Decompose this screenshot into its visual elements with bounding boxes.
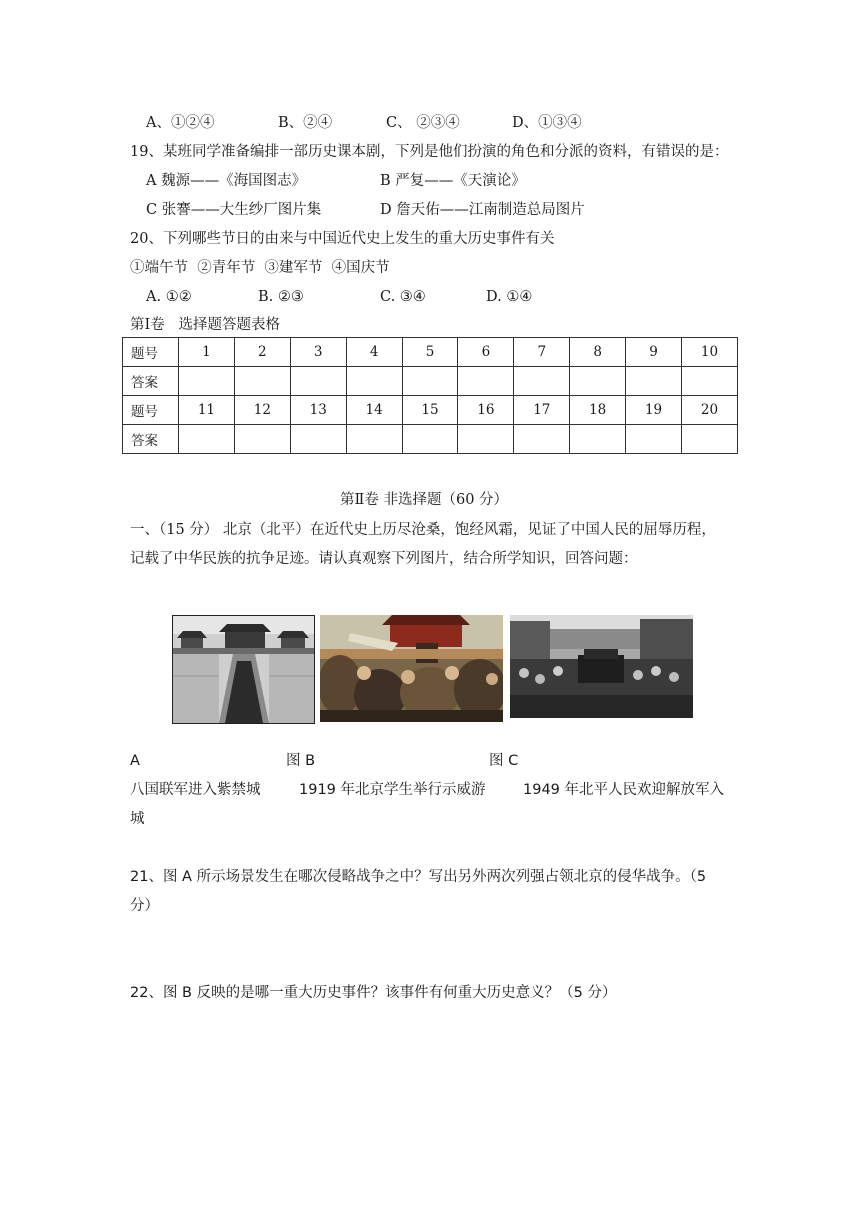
q20-option-d: D. ①④ xyxy=(486,289,533,305)
answer-cell[interactable] xyxy=(346,425,402,454)
table-cell: 6 xyxy=(458,338,514,367)
pla-welcome-photo-icon xyxy=(510,615,693,718)
answer-cell[interactable] xyxy=(514,367,570,396)
table-cell: 12 xyxy=(234,396,290,425)
table-cell: 9 xyxy=(626,338,682,367)
answer-cell[interactable] xyxy=(402,367,458,396)
answer-cell[interactable] xyxy=(402,425,458,454)
answer-cell[interactable] xyxy=(458,425,514,454)
table-cell: 1 xyxy=(179,338,235,367)
q20-option-b: B. ②③ xyxy=(258,289,304,305)
figure-b-caption: 1919 年北京学生举行示威游 xyxy=(299,782,486,798)
answer-table xyxy=(122,337,738,454)
q18-option-b: B、②④ xyxy=(278,115,333,131)
q20-option-c: C. ③④ xyxy=(380,289,426,305)
answer-cell[interactable] xyxy=(290,425,346,454)
table-row xyxy=(123,396,738,425)
q22-line1: 22、图 B 反映的是哪一重大历史事件？该事件有何重大历史意义？（5 分） xyxy=(130,985,617,1001)
answer-cell[interactable] xyxy=(626,367,682,396)
table-cell: 20 xyxy=(682,396,738,425)
table-cell: 18 xyxy=(570,396,626,425)
table-cell: 16 xyxy=(458,396,514,425)
table-cell: 10 xyxy=(682,338,738,367)
q19-option-d: D 詹天佑——江南制造总局图片 xyxy=(380,202,585,218)
answer-table-title: 第Ⅰ卷 选择题答题表格 xyxy=(130,317,281,333)
q19-option-a: A 魏源——《海国图志》 xyxy=(146,173,307,189)
answer-cell[interactable] xyxy=(514,425,570,454)
part2-title: 第Ⅱ卷 非选择题（60 分） xyxy=(340,492,509,508)
q18-option-a: A、①②④ xyxy=(146,115,215,131)
table-cell: 19 xyxy=(626,396,682,425)
row-label-number: 题号 xyxy=(123,396,179,425)
answer-cell[interactable] xyxy=(179,425,235,454)
table-cell: 17 xyxy=(514,396,570,425)
table-row xyxy=(123,367,738,396)
forbidden-city-photo-icon xyxy=(173,616,314,723)
answer-cell[interactable] xyxy=(682,425,738,454)
q18-option-d: D、①③④ xyxy=(512,115,582,131)
answer-cell[interactable] xyxy=(346,367,402,396)
figure-c-photo xyxy=(510,615,693,718)
row-label-answer: 答案 xyxy=(123,425,179,454)
q20-option-a: A. ①② xyxy=(146,289,192,305)
table-cell: 11 xyxy=(179,396,235,425)
row-label-number: 题号 xyxy=(123,338,179,367)
q20-stem: 20、下列哪些节日的由来与中国近代史上发生的重大历史事件有关 xyxy=(130,231,555,247)
figure-a-caption: 八国联军进入紫禁城 xyxy=(130,782,261,798)
q20-items: ①端午节 ②青年节 ③建军节 ④国庆节 xyxy=(130,260,390,276)
table-row xyxy=(123,425,738,454)
figure-c-caption-continued: 城 xyxy=(130,811,145,827)
student-demonstration-painting-icon xyxy=(320,615,503,722)
table-cell: 8 xyxy=(570,338,626,367)
answer-cell[interactable] xyxy=(570,425,626,454)
part2-intro-line1: 一、（15 分） 北京（北平）在近代史上历尽沧桑，饱经风霜，见证了中国人民的屈辱历程， xyxy=(130,522,716,538)
table-cell: 3 xyxy=(290,338,346,367)
answer-cell[interactable] xyxy=(682,367,738,396)
q21-line2: 分） xyxy=(130,898,159,914)
answer-cell[interactable] xyxy=(570,367,626,396)
part2-intro-line2: 记载了中华民族的抗争足迹。请认真观察下列图片，结合所学知识，回答问题： xyxy=(130,551,638,567)
table-cell: 2 xyxy=(234,338,290,367)
answer-cell[interactable] xyxy=(234,425,290,454)
answer-cell[interactable] xyxy=(234,367,290,396)
table-cell: 15 xyxy=(402,396,458,425)
q21-line1: 21、图 A 所示场景发生在哪次侵略战争之中？写出另外两次列强占领北京的侵华战争。（5 xyxy=(130,869,707,885)
table-row xyxy=(123,338,738,367)
table-cell: 5 xyxy=(402,338,458,367)
row-label-answer: 答案 xyxy=(123,367,179,396)
q19-stem: 19、某班同学准备编排一部历史课本剧，下列是他们扮演的角色和分派的资料，有错误的是： xyxy=(130,144,729,160)
q19-option-c: C 张謇——大生纱厂图片集 xyxy=(146,202,322,218)
table-cell: 4 xyxy=(346,338,402,367)
q19-option-b: B 严复——《天演论》 xyxy=(380,173,526,189)
figure-a-photo xyxy=(172,615,315,724)
answer-cell[interactable] xyxy=(179,367,235,396)
q18-option-c: C、 ②③④ xyxy=(386,115,460,131)
figure-c-caption: 1949 年北平人民欢迎解放军入 xyxy=(523,782,725,798)
figure-b-label: 图 B xyxy=(286,753,316,769)
table-cell: 14 xyxy=(346,396,402,425)
figure-c-label: 图 C xyxy=(489,753,519,769)
table-cell: 7 xyxy=(514,338,570,367)
figure-a-label: A xyxy=(130,753,140,769)
answer-cell[interactable] xyxy=(626,425,682,454)
answer-cell[interactable] xyxy=(290,367,346,396)
answer-cell[interactable] xyxy=(458,367,514,396)
table-cell: 13 xyxy=(290,396,346,425)
figure-b-photo xyxy=(320,615,503,722)
